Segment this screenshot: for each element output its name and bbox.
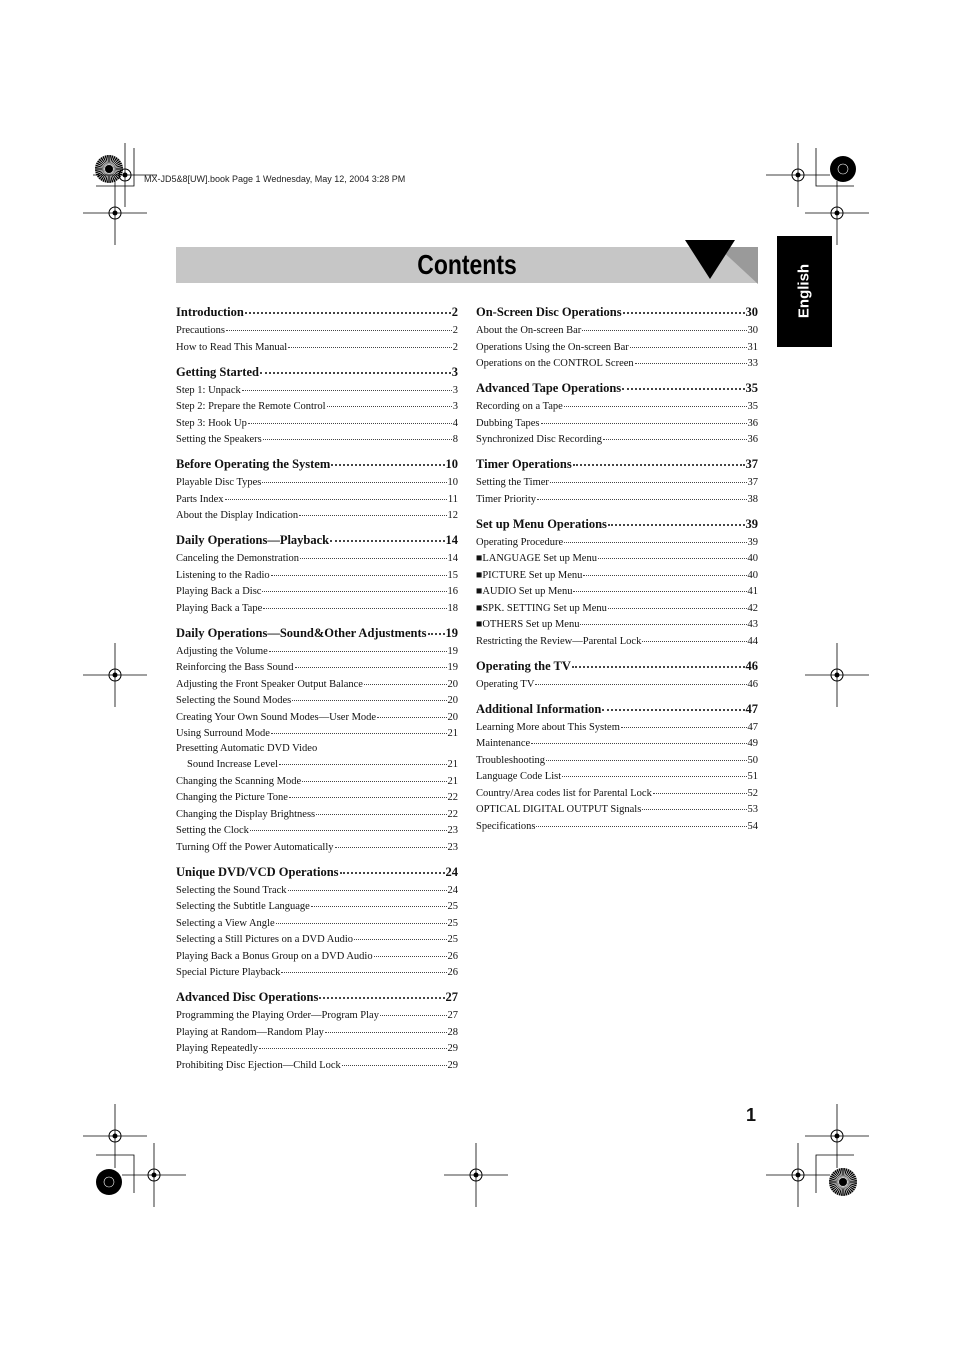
toc-page-number: 52 [747, 787, 758, 799]
toc-page-number: 36 [747, 417, 758, 429]
toc-page-number: 41 [747, 586, 758, 597]
toc-entry-text: About the On-screen Bar [476, 325, 582, 336]
toc-page-number: 12 [447, 510, 458, 521]
toc-page-number: 19 [447, 662, 458, 673]
toc-entry-text: Selecting a Still Pictures on a DVD Audio [176, 934, 354, 945]
toc-page-number: 54 [747, 820, 758, 832]
toc-page-number: 40 [747, 569, 758, 581]
dot-leader [292, 690, 446, 701]
toc-page-number: 30 [747, 325, 758, 336]
toc-heading-text: Daily Operations—Playback [176, 533, 330, 547]
toc-heading-text: Unique DVD/VCD Operations [176, 864, 339, 879]
toc-page-number: 35 [747, 401, 758, 412]
toc-entry [176, 964, 458, 981]
dot-leader [582, 320, 746, 331]
toc-page-number: 36 [747, 434, 758, 445]
toc-page-number: 20 [447, 678, 458, 690]
dot-leader [250, 820, 447, 831]
toc-entry-text: Operating Procedure [476, 536, 564, 548]
toc-entry-text: Operating TV [476, 678, 535, 690]
toc-entry-text: Programming the Playing Order—Program Play [176, 1010, 379, 1021]
dot-leader [564, 396, 747, 407]
toc-heading-text: Getting Started [176, 364, 259, 379]
dot-leader [603, 429, 747, 440]
corner-crop-mark [814, 1153, 854, 1193]
dot-leader [226, 320, 452, 331]
dot-leader [327, 396, 452, 407]
dot-leader [276, 913, 447, 924]
dot-leader [342, 1055, 447, 1066]
toc-entry-text: Learning More about This System [476, 721, 620, 733]
toc-entry-text: Prohibiting Disc Ejection—Child Lock [176, 1059, 341, 1071]
dot-leader [608, 598, 747, 609]
toc-page-number: 27 [445, 990, 458, 1004]
dot-leader [642, 799, 746, 810]
toc-entry-text: Creating Your Own Sound Modes—User Mode [176, 711, 377, 723]
dot-leader [598, 548, 747, 559]
toc-entry-text: Selecting a View Angle [176, 917, 275, 929]
toc-page-number: 3 [452, 384, 458, 396]
toc-entry-text: Recording on a Tape [476, 401, 563, 412]
toc-heading-text: Before Operating the System [176, 457, 331, 471]
language-tab [777, 236, 832, 347]
dot-leader [316, 804, 446, 815]
toc-page-number: 33 [747, 358, 758, 369]
toc-entry-text: OPTICAL DIGITAL OUTPUT Signals [476, 804, 642, 815]
toc-entry-text: ■PICTURE Set up Menu [476, 569, 583, 581]
toc-page-number: 8 [452, 434, 458, 445]
crosshair-mark-icon [83, 643, 147, 707]
dot-leader [621, 717, 747, 728]
toc-page-number: 44 [747, 635, 758, 647]
dot-leader [536, 816, 746, 827]
toc-page-number: 14 [447, 553, 458, 564]
toc-page-number: 46 [745, 658, 758, 673]
toc-page-number: 29 [447, 1059, 458, 1071]
dot-leader [288, 337, 452, 348]
toc-section [176, 989, 458, 1073]
dot-leader [295, 657, 447, 668]
toc-page-number: 19 [445, 625, 458, 640]
toc-section [476, 658, 758, 693]
toc-page-number: 31 [747, 341, 758, 353]
toc-entry-text: Specifications [476, 820, 536, 832]
dot-leader [340, 862, 445, 874]
toc-page-number: 42 [747, 602, 758, 614]
dot-leader [262, 472, 446, 483]
toc-page-number: 3 [452, 401, 458, 412]
toc-page-number: 22 [447, 808, 458, 820]
toc-entry [176, 839, 458, 856]
toc-page-number: 49 [747, 738, 758, 749]
toc-page-number: 53 [747, 804, 758, 815]
toc-entry-text: Playing Back a Disc [176, 586, 262, 597]
toc-section-heading [476, 456, 758, 473]
toc-page-number: 30 [745, 305, 758, 319]
toc-entry [476, 491, 758, 508]
toc-entry [176, 431, 458, 448]
toc-entry-text: Step 1: Unpack [176, 384, 241, 396]
toc-right-column [476, 304, 758, 843]
dot-leader [635, 353, 747, 364]
toc-section [176, 532, 458, 616]
toc-page-number: 3 [451, 364, 458, 379]
toc-heading-text: Advanced Disc Operations [176, 990, 319, 1004]
toc-heading-text: Timer Operations [476, 457, 572, 471]
toc-section [476, 456, 758, 507]
corner-crop-mark [96, 1153, 136, 1193]
dot-leader [300, 548, 446, 559]
crosshair-mark-icon [805, 643, 869, 707]
toc-page-number: 10 [447, 477, 458, 488]
toc-section-heading [176, 989, 458, 1006]
dot-leader [263, 598, 446, 609]
dot-leader [564, 532, 746, 543]
toc-entry-text: Playable Disc Types [176, 477, 262, 488]
toc-entry-text: Changing the Display Brightness [176, 808, 316, 820]
corner-crop-mark [814, 148, 854, 188]
title-triangle-icon [680, 240, 760, 284]
toc-entry-text: Playing at Random—Random Play [176, 1026, 324, 1038]
dot-leader [608, 514, 745, 526]
dot-leader [630, 337, 747, 348]
toc-section-heading [176, 532, 458, 549]
dot-leader [271, 723, 447, 734]
toc-entry-text: Canceling the Demonstration [176, 553, 300, 564]
toc-entry-text: Turning Off the Power Automatically [176, 841, 334, 853]
toc-entry [476, 355, 758, 372]
toc-entry-text: Restricting the Review—Parental Lock [476, 635, 642, 647]
toc-entry-text: Playing Back a Bonus Group on a DVD Audio [176, 950, 373, 962]
toc-page-number: 19 [447, 645, 458, 657]
toc-section [476, 304, 758, 372]
dot-leader [325, 1022, 447, 1033]
toc-page-number: 39 [747, 536, 758, 548]
dot-leader [428, 623, 445, 635]
toc-entry-text: Sound Increase Level [187, 759, 278, 770]
toc-entry-text: Selecting the Sound Track [176, 884, 287, 896]
toc-section-heading [176, 864, 458, 881]
toc-entry-text: Reinforcing the Bass Sound [176, 662, 294, 673]
toc-section [176, 625, 458, 856]
toc-page-number: 4 [452, 417, 458, 429]
toc-entry-text: Country/Area codes list for Parental Lock [476, 787, 652, 799]
toc-page-number: 38 [747, 493, 758, 505]
dot-leader [302, 771, 446, 782]
toc-page-number: 50 [747, 754, 758, 766]
toc-page-number: 25 [447, 901, 458, 912]
toc-section [176, 304, 458, 355]
toc-entry-text: Selecting the Subtitle Language [176, 901, 310, 912]
toc-page-number: 20 [447, 711, 458, 723]
dot-leader [380, 1005, 447, 1016]
toc-page-number: 21 [447, 728, 458, 739]
toc-page-number: 35 [745, 381, 758, 395]
toc-page-number: 22 [447, 792, 458, 803]
toc-heading-text: On-Screen Disc Operations [476, 305, 622, 319]
dot-leader [299, 505, 446, 516]
dot-leader [271, 565, 447, 576]
dot-leader [262, 581, 446, 592]
toc-entry-text: Special Picture Playback [176, 967, 281, 978]
toc-page-number: 47 [745, 701, 758, 716]
dot-leader [335, 837, 447, 848]
dot-leader [622, 378, 744, 390]
toc-section-heading [476, 701, 758, 718]
toc-section [476, 701, 758, 835]
dot-leader [623, 302, 745, 314]
dot-leader [248, 413, 452, 424]
toc-entry-text: Playing Back a Tape [176, 602, 263, 614]
toc-entry-text: Step 3: Hook Up [176, 417, 247, 429]
toc-page-number: 2 [451, 305, 458, 319]
toc-section-heading [176, 364, 458, 381]
toc-page-number: 37 [745, 457, 758, 471]
toc-page-number: 26 [447, 967, 458, 978]
dot-leader [288, 880, 447, 891]
dot-leader [374, 946, 447, 957]
dot-leader [263, 429, 452, 440]
toc-entry-text: Adjusting the Front Speaker Output Balance [176, 678, 363, 690]
toc-entry-text: Synchronized Disc Recording [476, 434, 602, 445]
dot-leader [573, 581, 746, 592]
dot-leader [550, 472, 747, 483]
crosshair-mark-icon [444, 1143, 508, 1207]
page-number: 1 [746, 1105, 757, 1125]
toc-section [176, 364, 458, 448]
toc-page-number: 15 [447, 569, 458, 581]
toc-page-number: 23 [447, 841, 458, 853]
toc-entry-text: Operations Using the On-screen Bar [476, 341, 629, 353]
dot-leader [242, 380, 452, 391]
toc-page-number: 2 [452, 325, 458, 336]
toc-heading-text: Advanced Tape Operations [476, 381, 622, 395]
dot-leader [331, 454, 444, 466]
title-bar [176, 247, 758, 283]
toc-heading-text: Daily Operations—Sound&Other Adjustments [176, 625, 427, 640]
toc-page-number: 43 [747, 619, 758, 630]
toc-page-number: 40 [747, 553, 758, 564]
dot-leader [225, 489, 447, 500]
toc-entry [176, 725, 458, 742]
dot-leader [364, 674, 447, 685]
toc-page-number: 21 [447, 775, 458, 787]
toc-heading-text: Additional Information [476, 701, 602, 716]
toc-entry-text: Troubleshooting [476, 754, 546, 766]
toc-page-number: 46 [747, 678, 758, 690]
toc-entry-text: Parts Index [176, 493, 224, 505]
toc-entry-text: Operations on the CONTROL Screen [476, 358, 634, 369]
dot-leader [279, 754, 447, 765]
dot-leader [245, 302, 451, 314]
toc-entry [176, 1057, 458, 1074]
toc-entry [476, 633, 758, 650]
toc-heading-text: Operating the TV [476, 658, 571, 673]
dot-leader [602, 699, 744, 711]
toc-entry-text: Listening to the Radio [176, 569, 270, 581]
toc-page-number: 11 [447, 493, 458, 505]
toc-section-heading [176, 456, 458, 473]
dot-leader [537, 489, 747, 500]
toc-entry [476, 676, 758, 693]
dot-leader [653, 783, 747, 794]
toc-page-number: 21 [447, 759, 458, 770]
toc-entry [176, 600, 458, 617]
toc-entry-text: Playing Repeatedly [176, 1043, 258, 1054]
corner-crop-mark [96, 148, 136, 188]
toc-page-number: 23 [447, 825, 458, 836]
toc-section-heading [476, 380, 758, 397]
toc-page-number: 26 [447, 950, 458, 962]
toc-entry-text: Adjusting the Volume [176, 645, 268, 657]
toc-page-number: 51 [747, 771, 758, 782]
toc-section-heading [476, 658, 758, 675]
toc-page-number: 28 [447, 1026, 458, 1038]
toc-entry-text: Setting the Speakers [176, 434, 262, 445]
dot-leader [541, 413, 747, 424]
toc-page-number: 27 [447, 1010, 458, 1021]
toc-heading-text: Introduction [176, 305, 244, 319]
toc-entry-text: Changing the Picture Tone [176, 792, 288, 803]
toc-entry-text: About the Display Indication [176, 510, 299, 521]
toc-section [476, 516, 758, 650]
toc-entry-text: Selecting the Sound Modes [176, 695, 292, 706]
toc-page-number: 29 [447, 1043, 458, 1054]
toc-entry [176, 507, 458, 524]
toc-entry [176, 339, 458, 356]
toc-page-number: 2 [452, 341, 458, 353]
dot-leader [269, 641, 447, 652]
toc-entry-text: Dubbing Tapes [476, 417, 540, 429]
toc-page-number: 16 [447, 586, 458, 597]
dot-leader [546, 750, 746, 761]
toc-entry-text: Timer Priority [476, 493, 536, 505]
toc-entry-text: ■AUDIO Set up Menu [476, 586, 573, 597]
dot-leader [260, 362, 451, 374]
toc-section-heading [476, 304, 758, 321]
toc-entry-text: Presetting Automatic DVD Video [176, 742, 318, 754]
toc-entry-text: Step 2: Prepare the Remote Control [176, 401, 326, 412]
toc-entry [476, 431, 758, 448]
dot-leader [330, 530, 444, 542]
toc-heading-text: Set up Menu Operations [476, 516, 607, 531]
dot-leader [642, 631, 746, 642]
toc-entry-text: ■LANGUAGE Set up Menu [476, 553, 597, 564]
toc-page-number: 14 [445, 533, 458, 547]
toc-entry-text: How to Read This Manual [176, 341, 288, 353]
dot-leader [535, 674, 746, 685]
dot-leader [531, 733, 746, 744]
toc-entry [476, 818, 758, 835]
toc-section [176, 456, 458, 524]
toc-page-number: 25 [447, 934, 458, 945]
header-meta: MX-JD5&8[UW].book Page 1 Wednesday, May 12, 2004 3:28 PM [144, 174, 406, 184]
toc-entry-text: Setting the Timer [476, 477, 549, 488]
language-tab-label: English [795, 263, 813, 319]
toc-page-number: 25 [447, 917, 458, 929]
toc-entry-text: Maintenance [476, 738, 531, 749]
toc-section [476, 380, 758, 448]
dot-leader [583, 565, 746, 576]
dot-leader [281, 962, 446, 973]
toc-page-number: 20 [447, 695, 458, 706]
dot-leader [311, 896, 447, 907]
dot-leader [572, 656, 745, 668]
toc-section [176, 864, 458, 981]
toc-section-heading [176, 625, 458, 642]
dot-leader [354, 929, 446, 940]
dot-leader [580, 614, 746, 625]
page-title: Contents [417, 249, 517, 280]
crosshair-mark-icon [83, 181, 147, 245]
toc-entry-text: Using Surround Mode [176, 728, 270, 739]
dot-leader [259, 1038, 447, 1049]
toc-section-heading [476, 516, 758, 533]
toc-page-number: 18 [447, 602, 458, 614]
dot-leader [562, 766, 746, 777]
toc-page-number: 24 [447, 884, 458, 896]
dot-leader [573, 454, 745, 466]
toc-entry-text: Setting the Clock [176, 825, 249, 836]
toc-entry-text: Precautions [176, 325, 225, 336]
toc-entry-text: ■OTHERS Set up Menu [476, 619, 580, 630]
dot-leader [377, 707, 446, 718]
toc-left-column [176, 304, 458, 1082]
toc-entry-text: ■SPK. SETTING Set up Menu [476, 602, 607, 614]
toc-page-number: 37 [747, 477, 758, 488]
toc-entry-text: Language Code List [476, 771, 562, 782]
dot-leader [289, 787, 447, 798]
toc-entry-text: Changing the Scanning Mode [176, 775, 302, 787]
toc-page-number: 10 [445, 457, 458, 471]
toc-section-heading [176, 304, 458, 321]
toc-page-number: 39 [745, 516, 758, 531]
toc-page-number: 47 [747, 721, 758, 733]
toc-page-number: 24 [445, 864, 458, 879]
dot-leader [319, 987, 444, 999]
